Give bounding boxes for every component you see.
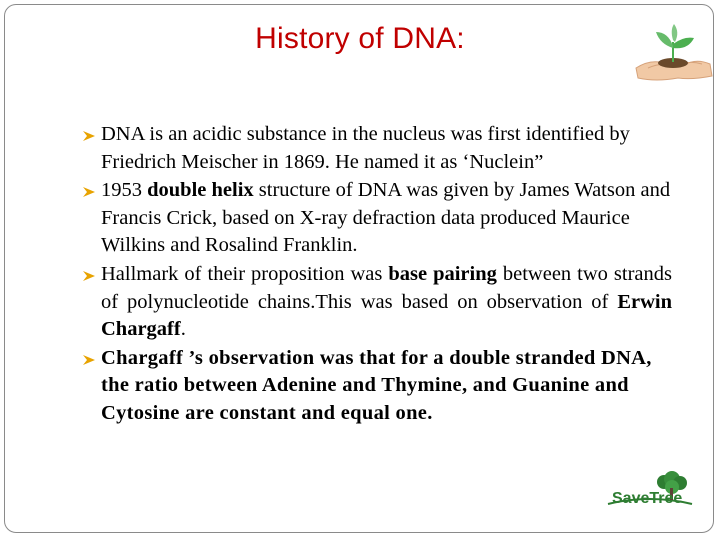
hands-sprout-icon	[632, 18, 714, 84]
bullet-item-4: Chargaff ’s observation was that for a double stranded DNA, the ratio between Adenine and Thymine, and Guanine and Cytosine are constant and equal one.	[82, 345, 672, 428]
arrow-bullet-icon	[82, 186, 96, 198]
savetree-logo	[606, 470, 694, 516]
arrow-bullet-icon	[82, 270, 96, 282]
bullet-list	[82, 121, 672, 429]
arrow-bullet-icon	[82, 130, 96, 142]
bullet-item-3: Hallmark of their proposition was base pairing between two strands of polynucleotide chains.This was based on observation of Erwin Chargaff.	[82, 261, 672, 344]
slide-title: History of DNA:	[255, 22, 465, 55]
bullet-item-2: 1953 double helix structure of DNA was given by James Watson and Francis Crick, based on X-ray defraction data produced Maurice Wilkins and Rosalind Franklin.	[82, 177, 672, 260]
arrow-bullet-icon	[82, 354, 96, 366]
logo-text: SaveTree	[612, 490, 683, 507]
bullet-item-1: DNA is an acidic substance in the nucleus was first identified by Friedrich Meischer in 1869. He named it as ‘Nuclein”	[82, 121, 672, 176]
